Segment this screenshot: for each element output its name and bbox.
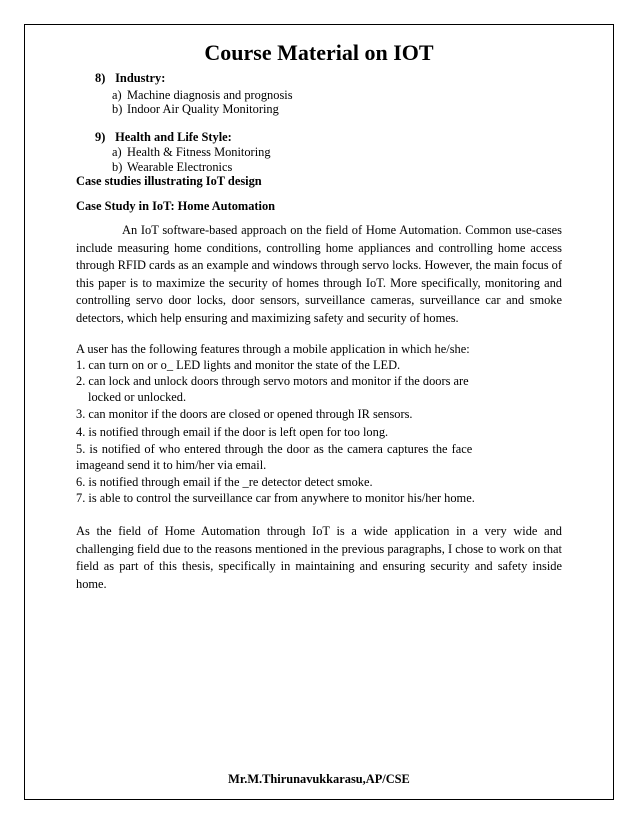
item-text: Machine diagnosis and prognosis (127, 88, 293, 102)
feature-item: 3. can monitor if the doors are closed or opened through IR sensors. (76, 407, 413, 421)
footer-author: Mr.M.Thirunavukkarasu,AP/CSE (228, 772, 410, 786)
feature-item: 6. is notified through email if the _re detector detect smoke. (76, 475, 373, 489)
feature-item: 1. can turn on or o_ LED lights and monitor the state of the LED. (76, 358, 401, 372)
case-studies-heading: Case studies illustrating IoT design (76, 174, 262, 188)
item-letter: a) (112, 145, 122, 159)
feature-item: 2. can lock and unlock doors through servo motors and monitor if the doors are (76, 374, 469, 388)
item-text: Health & Fitness Monitoring (127, 145, 271, 159)
section-number: 8) (95, 71, 106, 85)
feature-item: 7. is able to control the surveillance car from anywhere to monitor his/her home. (76, 491, 475, 505)
list-item (112, 145, 271, 160)
intro-paragraph (76, 222, 562, 328)
section-industry (95, 71, 165, 86)
feature-item: 4. is notified through email if the door is left open for too long. (76, 425, 389, 439)
feature-item-continued: locked or unlocked. (88, 390, 187, 404)
list-item (112, 88, 293, 103)
features-intro: A user has the following features through a mobile application in which he/she: (76, 342, 470, 356)
section-number: 9) (95, 130, 106, 144)
section-heading: Industry: (115, 71, 166, 85)
feature-item: 5. is notified of who entered through the door as the camera captures the face (76, 442, 473, 456)
paragraph-text: An IoT software-based approach on the field of Home Automation. Common use-cases include measuring home conditions, controlling home appliances and controlling home access through RFID cards as an example and windows through servo locks. However, the main focus of this paper is to maximize the security of homes through IoT. More specifically, monitoring and controlling servo door locks, door sensors, surveillance cameras, surveillance car and smoke detectors, which help ensuring and maximizing safety and security of homes. (76, 223, 562, 325)
item-text: Indoor Air Quality Monitoring (127, 102, 279, 116)
item-letter: b) (112, 102, 123, 116)
page-title: Course Material on IOT (204, 40, 434, 65)
item-text: Wearable Electronics (127, 160, 233, 174)
list-item (112, 160, 232, 175)
list-item (112, 102, 279, 117)
case-study-title: Case Study in IoT: Home Automation (76, 199, 276, 213)
item-letter: b) (112, 160, 123, 174)
item-letter: a) (112, 88, 122, 102)
feature-item-continued: imageand send it to him/her via email. (76, 458, 267, 472)
section-health (95, 130, 232, 145)
section-heading: Health and Life Style: (115, 130, 232, 144)
conclusion-paragraph: As the field of Home Automation through IoT is a wide application in a very wide and challenging field due to the reasons mentioned in the previous paragraphs, I chose to work on that field as part of this thesis, specifically in maintaining and ensuring security and safety inside home. (76, 524, 562, 591)
